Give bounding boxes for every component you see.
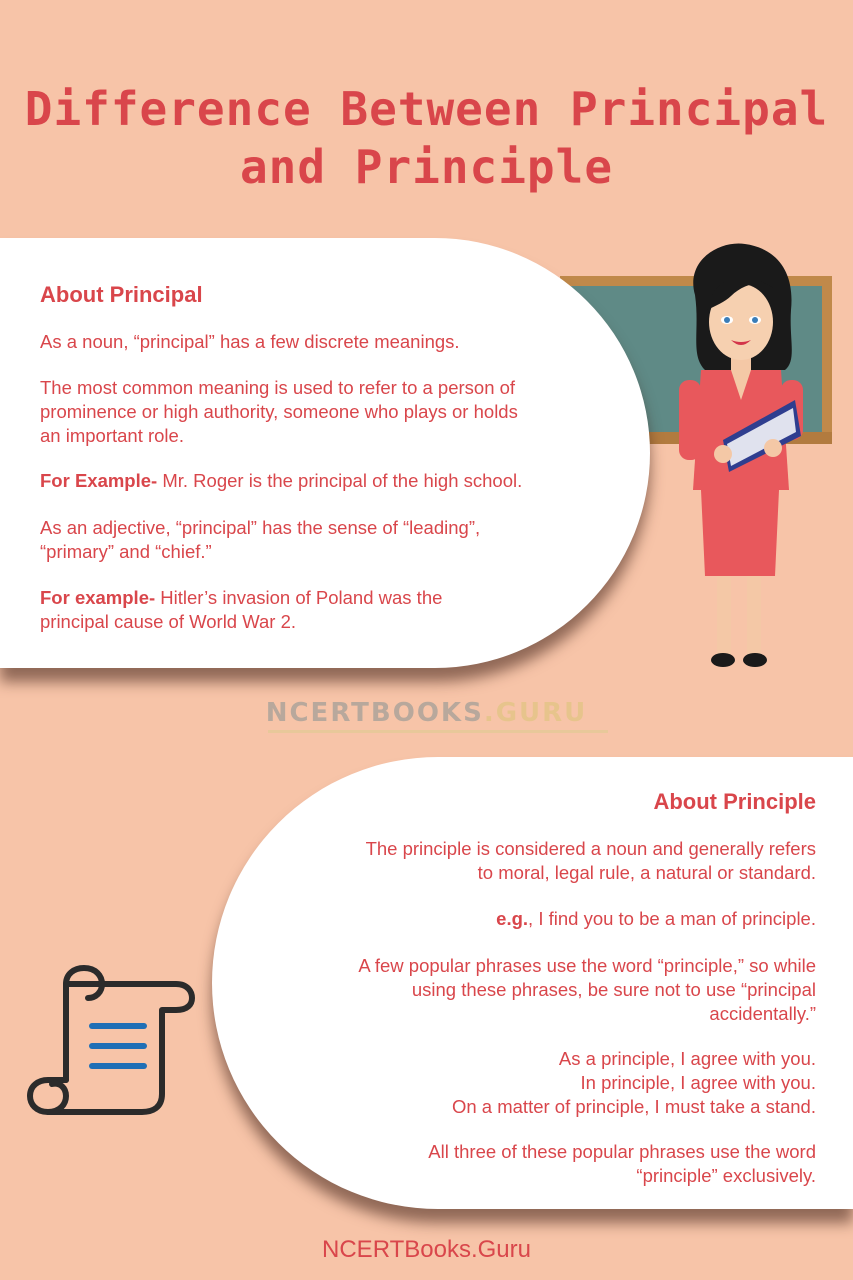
principal-adjective-text: [40, 516, 480, 564]
principle-phrases-intro: [358, 954, 816, 1026]
title-line-2: and Principle: [239, 140, 614, 194]
example-text: Hitler’s invasion of Poland was the: [155, 587, 443, 608]
example-label: For Example-: [40, 470, 158, 491]
text-line: All three of these popular phrases use the word: [428, 1141, 816, 1162]
text-line: accidentally.”: [709, 1003, 816, 1024]
example-label: For example-: [40, 587, 156, 608]
watermark-suffix: .GURU: [483, 698, 588, 728]
footer-brand: NCERTBooks.Guru: [322, 1236, 531, 1263]
watermark-underline: [268, 730, 608, 733]
principle-conclusion: [428, 1140, 816, 1188]
title-line-1: Difference Between Principal: [24, 82, 829, 136]
text-line: using these phrases, be sure not to use “principal: [411, 979, 816, 1000]
teacher-illustration: [665, 240, 815, 685]
example-text: , I find you to be a man of principle.: [528, 908, 816, 929]
phrase-item: On a matter of principle, I must take a stand.: [451, 1096, 816, 1117]
principal-card: [0, 238, 650, 668]
text-line: prominence or high authority, someone who plays or holds: [40, 401, 518, 422]
text-line: As an adjective, “principal” has the sense of “leading”,: [40, 517, 481, 538]
text-line: principal cause of World War 2.: [40, 611, 297, 632]
principal-example-2: [40, 586, 442, 634]
principle-phrases-list: [452, 1047, 816, 1119]
text-line: The most common meaning is used to refer to a person of: [40, 377, 516, 398]
phrase-item: As a principle, I agree with you.: [558, 1048, 816, 1069]
principal-common-meaning: [40, 376, 518, 448]
text-line: “primary” and “chief.”: [40, 541, 212, 562]
phrase-item: In principle, I agree with you.: [580, 1072, 816, 1093]
principle-heading: About Principle: [653, 789, 816, 814]
principle-card: [212, 757, 853, 1209]
text-line: The principle is considered a noun and generally refers: [365, 838, 816, 859]
page-title: [0, 80, 853, 196]
text-line: A few popular phrases use the word “principle,” so while: [358, 955, 816, 976]
text-line: “principle” exclusively.: [636, 1165, 816, 1186]
scroll-document-icon: [26, 962, 198, 1118]
principle-example: [496, 907, 816, 931]
principal-example-1: [40, 469, 522, 493]
principal-heading: About Principal: [40, 282, 203, 307]
watermark: [0, 698, 853, 728]
text-line: an important role.: [40, 425, 184, 446]
principle-definition: [366, 837, 816, 885]
text-line: to moral, legal rule, a natural or standard.: [477, 862, 816, 883]
principal-noun-text: As a noun, “principal” has a few discrete meanings.: [40, 331, 460, 352]
watermark-main: NCERTBOOKS: [265, 698, 484, 728]
example-text: Mr. Roger is the principal of the high school.: [157, 470, 523, 491]
example-label: e.g.: [496, 908, 529, 929]
